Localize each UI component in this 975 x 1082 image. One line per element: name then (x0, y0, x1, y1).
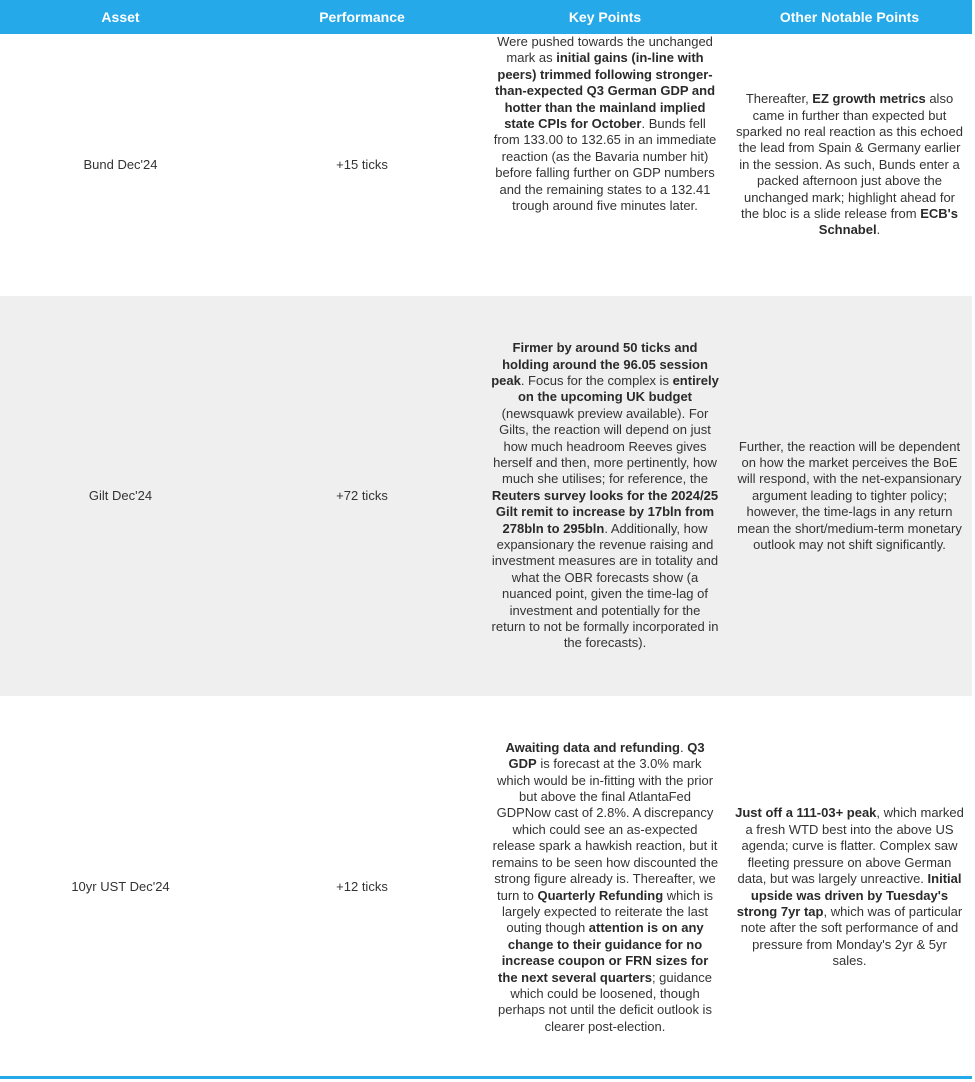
bold-segment: attention is on any change to their guidance for no increase coupon or FRN sizes for the next several quarters (498, 920, 709, 985)
bold-segment: Firmer by around 50 ticks and holding around the 96.05 session peak (491, 340, 708, 388)
bold-segment: Awaiting data and refunding (505, 739, 680, 755)
asset-cell: Gilt Dec'24 (0, 296, 241, 696)
key-points-cell (483, 696, 727, 1079)
text-segment: . Additionally, how expansionary the revenue raising and investment measures are in totality and what the OBR forecasts show (a nuanced point, given the time-lag of investment and potentially for the return to not be formally incorporated in the forecasts). (491, 520, 719, 651)
bold-segment: EZ growth metrics (812, 91, 926, 107)
performance-cell: +72 ticks (241, 296, 483, 696)
key-points-text (491, 34, 719, 284)
text-segment: Were pushed towards the unchanged mark as (497, 34, 713, 66)
bold-segment: Reuters survey looks for the 2024/25 Gilt remit to increase by 17bln from 278bln to 295bln (491, 487, 719, 536)
text-segment: . Focus for the complex is (520, 372, 673, 388)
text-segment: , which marked a fresh WTD best into the above US agenda; curve is flatter. Complex saw fleeting pressure on above German data, but was largely unreactive. (737, 805, 964, 887)
performance-cell: +15 ticks (336, 156, 388, 172)
text-segment: . (876, 222, 881, 238)
text-segment: . Bunds fell from 133.00 to 132.65 in an immediate reaction (as the Bavaria number hit) before falling further on GDP numbers and the remaining states to a 132.41 trough around five minutes later. (493, 116, 717, 214)
text-segment: (newsquawk preview available). For Gilts, the reaction will depend on just how much headroom Reeves gives herself and then, more pertinently, how much she utilises; for reference, the (493, 405, 717, 487)
text-segment: which is largely expected to reiterate the last outing though (502, 887, 713, 936)
text-segment: Thereafter, (745, 91, 813, 107)
text-segment: is forecast at the 3.0% mark which would be in-fitting with the prior but above the final AtlantaFed GDPNow cast of 2.8%. A discrepancy which could see an as-expected release spark a hawkish reaction, but it remains to be seen how discounted the strong figure already is. Thereafter, we turn to (491, 756, 719, 903)
header-asset: Asset (0, 0, 241, 34)
bold-segment: Quarterly Refunding (537, 887, 664, 903)
other-points-cell (727, 296, 972, 696)
key-points-text (491, 340, 719, 652)
key-points-cell (483, 34, 727, 296)
header-other-notable-points: Other Notable Points (727, 0, 972, 34)
other-points-cell (727, 696, 972, 1079)
bold-segment: initial gains (in-line with peers) trimmed following stronger-than-expected Q3 German GDP and hotter than the mainland implied state CPIs for October (494, 50, 716, 132)
header-key-points: Key Points (483, 0, 727, 34)
bold-segment: Q3 GDP (508, 739, 705, 772)
other-points-cell (727, 34, 972, 296)
text-segment: also came in further than expected but sparked no real reaction as this echoed the lead from Spain & Germany earlier in the session. As such, Bunds enter a packed afternoon just above the unchanged mark; highlight ahead for the bloc is a slide release from (736, 91, 963, 222)
text-segment: , which was of particular note after the soft performance of and pressure from Monday's 2yr & 5yr sales. (740, 903, 963, 969)
bold-segment: ECB's Schnabel (818, 206, 958, 238)
asset-cell: Bund Dec'24 (83, 156, 158, 172)
bold-segment: Initial upside was driven by Tuesday's strong 7yr tap (736, 871, 962, 919)
bold-segment: Just off a 111-03+ peak (735, 805, 877, 821)
bold-segment: entirely on the upcoming UK budget (517, 372, 719, 405)
text-segment: . (679, 739, 688, 755)
other-points-text (735, 91, 964, 239)
text-segment: Further, the reaction will be dependent on how the market perceives the BoE will respond, with the net-expansionary argument leading to tighter policy; however, the time-lags in any return mean the short/medium-term monetary outlook may not shift significantly. (737, 438, 962, 553)
key-points-text (491, 740, 719, 1035)
bottom-rule (0, 1076, 972, 1079)
other-points-text (735, 439, 964, 554)
text-segment: ; guidance which could be loosened, though perhaps not until the deficit outlook is clearer post-election. (498, 969, 712, 1034)
asset-cell: 10yr UST Dec'24 (71, 879, 170, 895)
performance-cell: +12 ticks (336, 879, 388, 895)
header-performance: Performance (241, 0, 483, 34)
other-points-text (735, 805, 964, 969)
key-points-cell (483, 296, 727, 696)
